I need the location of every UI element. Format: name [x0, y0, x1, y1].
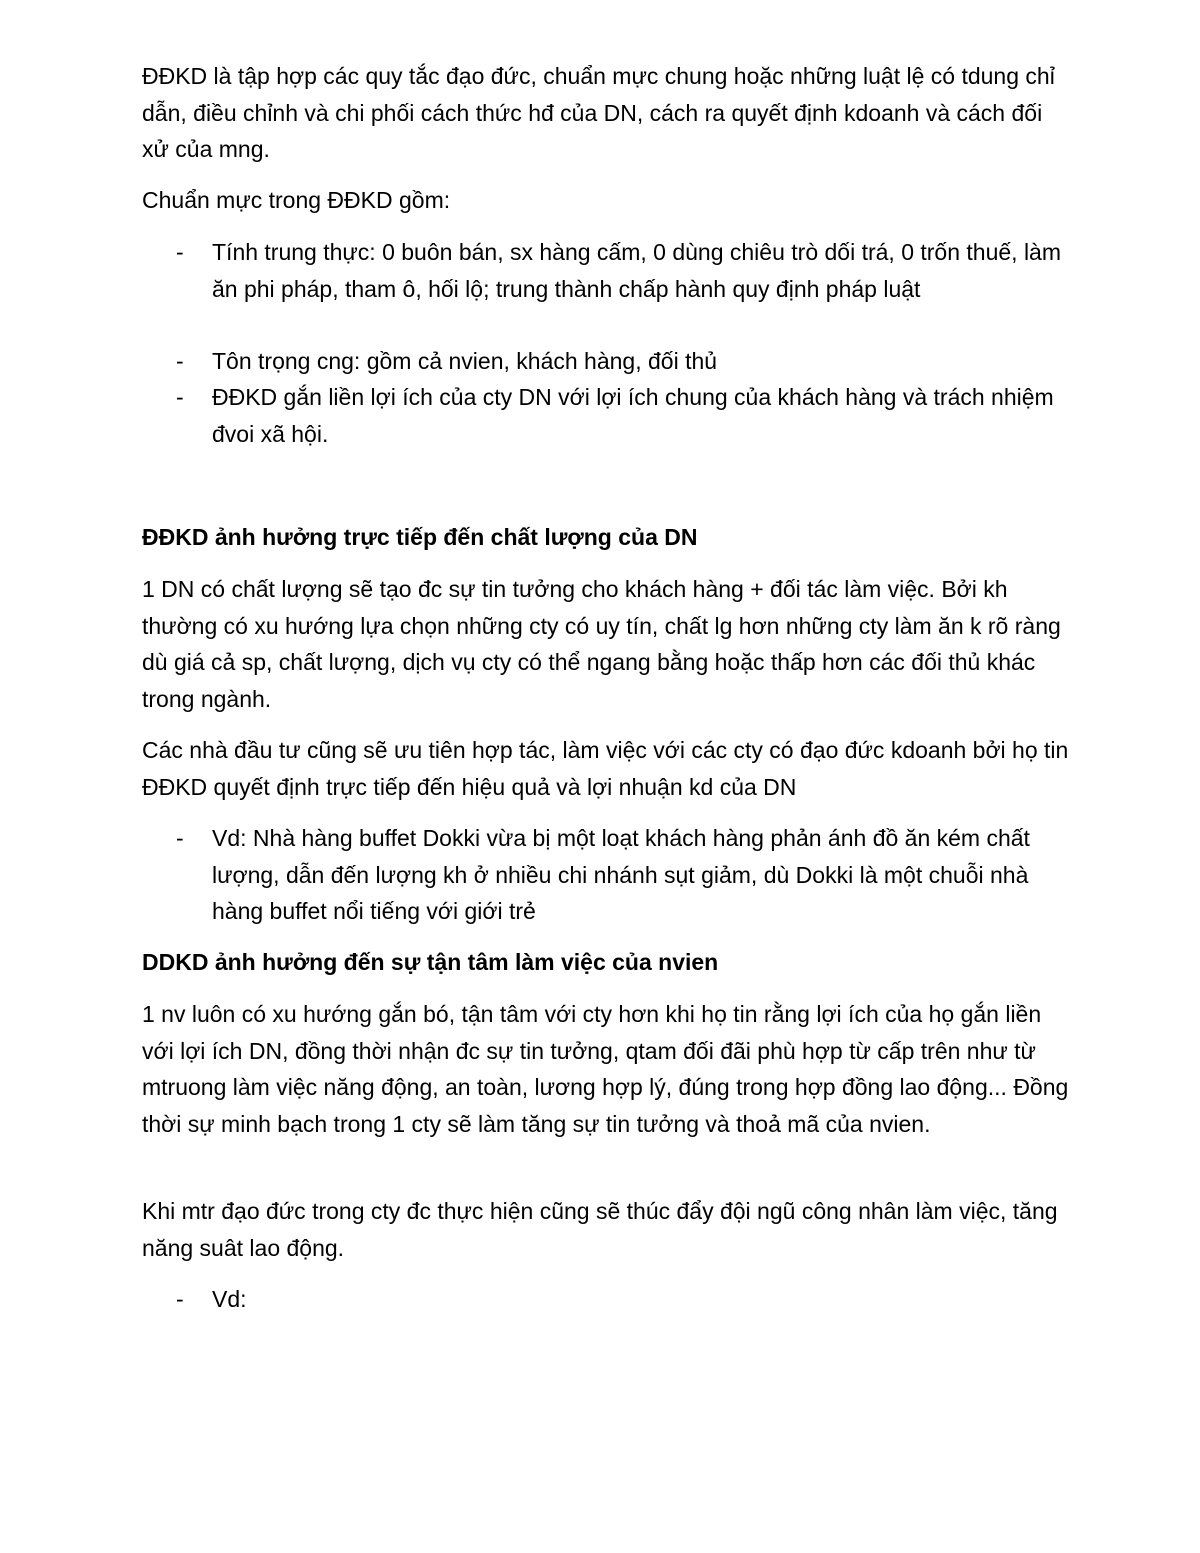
- bullet-dash: -: [176, 825, 184, 851]
- list-item-text: Tính trung thực: 0 buôn bán, sx hàng cấm, 0 dùng chiêu trò dối trá, 0 trốn thuế, làm ăn phi pháp, tham ô, hối lộ; trung thành chấp hành quy định pháp luật: [212, 239, 1062, 302]
- list-item: [142, 234, 1072, 307]
- list-item-text: Vd: Nhà hàng buffet Dokki vừa bị một loạt khách hàng phản ánh đồ ăn kém chất lượng, dẫn đến lượng kh ở nhiều chi nhánh sụt giảm, dù Dokki là một chuỗi nhà hàng buffet nổi tiếng với giới trẻ: [212, 825, 1030, 924]
- bullet-dash: -: [176, 384, 184, 410]
- list-item: [142, 1281, 1072, 1318]
- section-heading-quality: ĐĐKD ảnh hưởng trực tiếp đến chất lượng của DN: [142, 524, 698, 550]
- paragraph-employees: 1 nv luôn có xu hướng gắn bó, tận tâm với cty hơn khi họ tin rằng lợi ích của họ gắn liền với lợi ích DN, đồng thời nhận đc sự tin tưởng, qtam đối đãi phù hợp từ cấp trên như từ mtruong làm việc năng động, an toàn, lương hợp lý, đúng trong hợp đồng lao động... Đồng thời sự minh bạch trong 1 cty sẽ làm tăng sự tin tưởng và thoả mã của nvien.: [142, 1001, 1069, 1137]
- list-item-text: ĐĐKD gắn liền lợi ích của cty DN với lợi ích chung của khách hàng và trách nhiệm đvoi xã hội.: [212, 384, 1054, 447]
- bullet-dash: -: [176, 239, 184, 265]
- bullet-dash: -: [176, 348, 184, 374]
- list-item: [142, 343, 1072, 380]
- list-item: [142, 820, 1072, 930]
- paragraph-quality: 1 DN có chất lượng sẽ tạo đc sự tin tưởng cho khách hàng + đối tác làm việc. Bởi kh thường có xu hướng lựa chọn những cty có uy tín, chất lg hơn những cty làm ăn k rõ ràng dù giá cả sp, chất lượng, dịch vụ cty có thể ngang bằng hoặc thấp hơn các đối thủ khác trong ngành.: [142, 576, 1061, 712]
- section-heading-employees: DDKD ảnh hưởng đến sự tận tâm làm việc của nvien: [142, 949, 719, 975]
- list-item: [142, 379, 1072, 452]
- paragraph-productivity: Khi mtr đạo đức trong cty đc thực hiện cũng sẽ thúc đẩy đội ngũ công nhân làm việc, tăng năng suât lao động.: [142, 1198, 1058, 1261]
- list-item-text: Tôn trọng cng: gồm cả nvien, khách hàng, đối thủ: [212, 348, 718, 374]
- list-item-text: Vd:: [212, 1286, 247, 1312]
- paragraph-investors: Các nhà đầu tư cũng sẽ ưu tiên hợp tác, làm việc với các cty có đạo đức kdoanh bởi họ tin ĐĐKD quyết định trực tiếp đến hiệu quả và lợi nhuận kd của DN: [142, 737, 1069, 800]
- paragraph-standards-intro: Chuẩn mực trong ĐĐKD gồm:: [142, 187, 451, 213]
- bullet-dash: -: [176, 1286, 184, 1312]
- paragraph-definition: ĐĐKD là tập hợp các quy tắc đạo đức, chuẩn mực chung hoặc những luật lệ có tdung chỉ dẫn, điều chỉnh và chi phối cách thức hđ của DN, cách ra quyết định kdoanh và cách đối xử của mng.: [142, 63, 1055, 162]
